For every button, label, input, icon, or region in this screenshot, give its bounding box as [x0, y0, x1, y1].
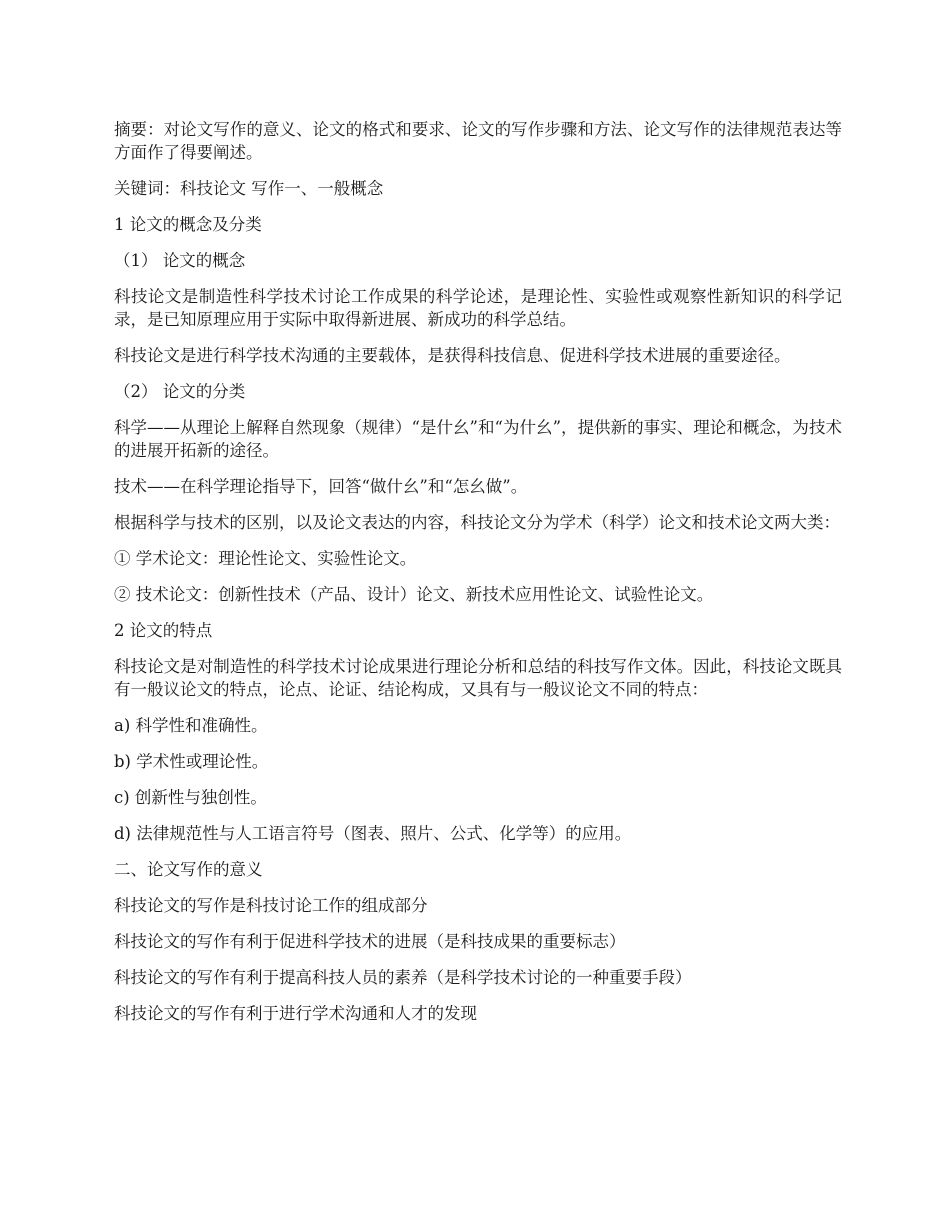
list-item: c) 创新性与独创性。 [114, 788, 267, 807]
list-item: d) 法律规范性与人工语言符号（图表、照片、公式、化学等）的应用。 [114, 824, 632, 843]
keywords-line: 关键词：科技论文 写作一、一般概念 [114, 179, 384, 198]
body-paragraph: 科技论文的写作是科技讨论工作的组成部分 [114, 896, 428, 915]
list-item: a) 科学性和准确性。 [114, 716, 268, 735]
document-page [114, 118, 842, 1038]
body-paragraph: 科技论文是对制造性的科学技术讨论成果进行理论分析和总结的科技写作文体。因此，科技论文既具有一般议论文的特点，论点、论证、结论构成，又具有与一般议论文不同的特点： [114, 657, 842, 699]
list-item: ① 学术论文：理论性论文、实验性论文。 [114, 549, 417, 568]
subsection-heading: （2） 论文的分类 [114, 382, 246, 401]
list-item: b) 学术性或理论性。 [114, 752, 269, 771]
section-heading: 二、论文写作的意义 [114, 860, 263, 879]
body-paragraph: 科学——从理论上解释自然现象（规律）“是什幺”和“为什幺”，提供新的事实、理论和概念，为技术的进展开拓新的途径。 [114, 418, 842, 460]
body-paragraph: 科技论文的写作有利于进行学术沟通和人才的发现 [114, 1004, 477, 1023]
body-paragraph: 技术——在科学理论指导下，回答“做什幺”和“怎幺做”。 [114, 477, 528, 496]
subsection-heading: （1） 论文的概念 [114, 251, 246, 270]
section-heading: 2 论文的特点 [114, 621, 213, 640]
abstract-paragraph: 摘要：对论文写作的意义、论文的格式和要求、论文的写作步骤和方法、论文写作的法律规范表达等方面作了得要阐述。 [114, 120, 842, 162]
list-item: ② 技术论文：创新性技术（产品、设计）论文、新技术应用性论文、试验性论文。 [114, 585, 714, 604]
section-heading: 1 论文的概念及分类 [114, 215, 262, 234]
body-paragraph: 科技论文的写作有利于促进科学技术的进展（是科技成果的重要标志） [114, 932, 626, 951]
body-paragraph: 根据科学与技术的区别，以及论文表达的内容，科技论文分为学术（科学）论文和技术论文两大类： [114, 513, 840, 532]
body-paragraph: 科技论文是制造性科学技术讨论工作成果的科学论述，是理论性、实验性或观察性新知识的科学记录，是已知原理应用于实际中取得新进展、新成功的科学总结。 [114, 287, 842, 329]
body-paragraph: 科技论文的写作有利于提高科技人员的素养（是科学技术讨论的一种重要手段） [114, 968, 692, 987]
body-paragraph: 科技论文是进行科学技术沟通的主要载体，是获得科技信息、促进科学技术进展的重要途径。 [114, 346, 791, 365]
